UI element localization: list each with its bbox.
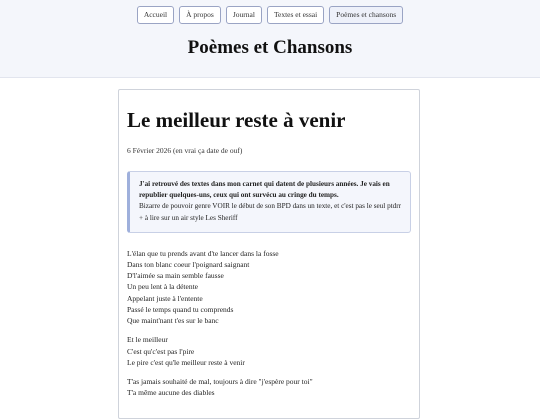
post-title: Le meilleur reste à venir bbox=[127, 108, 346, 132]
nav-journal[interactable]: Journal bbox=[226, 6, 262, 24]
poem-line: Dans ton blanc coeur l'poignard saignant bbox=[127, 259, 250, 269]
page-title: Poèmes et Chansons bbox=[187, 37, 353, 58]
post-card bbox=[118, 89, 420, 419]
site-header bbox=[0, 0, 540, 78]
author-note bbox=[127, 171, 411, 233]
poem-line: T'as jamais souhaité de mal, toujours à dire "j'espère pour toi" bbox=[127, 377, 313, 387]
poem-line: Le pire c'est qu'le meilleur reste à venir bbox=[127, 357, 245, 367]
post-date: 6 Février 2026 (en vrai ça date de ouf) bbox=[127, 146, 243, 156]
poem-line: C'est qu'c'est pas l'pire bbox=[127, 346, 195, 356]
note-text: Bizarre de pouvoir genre VOIR le début de son BPD dans un texte, et c'est pas le seul ptdrr + à lire sur un air style Les Sheriff bbox=[139, 202, 402, 222]
note-intro: J'ai retrouvé des textes dans mon carnet qui datent de plusieurs années. Je vais en republier quelques-uns, ceux qui ont survécu au cringe du temps. bbox=[139, 180, 390, 200]
poem-line: Passé le temps quand tu comprends bbox=[127, 304, 234, 314]
nav-textes-et-essai[interactable]: Textes et essai bbox=[267, 6, 324, 24]
poem bbox=[127, 248, 411, 399]
poem-line: L'élan que tu prends avant d'te lancer dans la fosse bbox=[127, 248, 279, 258]
stanza bbox=[127, 248, 411, 327]
poem-line: Appelant juste à l'entente bbox=[127, 293, 203, 303]
stanza bbox=[127, 334, 411, 368]
poem-line: T'a même aucune des diables bbox=[127, 388, 215, 398]
poem-line: D'l'aimée sa main semble fausse bbox=[127, 271, 224, 281]
poem-line: Et le meilleur bbox=[127, 335, 168, 345]
main-nav bbox=[0, 6, 540, 24]
stanza bbox=[127, 376, 411, 399]
nav-poemes-et-chansons[interactable]: Poèmes et chansons bbox=[329, 6, 403, 24]
nav-a-propos[interactable]: À propos bbox=[179, 6, 221, 24]
poem-line: Que maint'nant t'es sur le banc bbox=[127, 316, 219, 326]
nav-accueil[interactable]: Accueil bbox=[137, 6, 174, 24]
poem-line: Un peu lent à la détente bbox=[127, 282, 199, 292]
